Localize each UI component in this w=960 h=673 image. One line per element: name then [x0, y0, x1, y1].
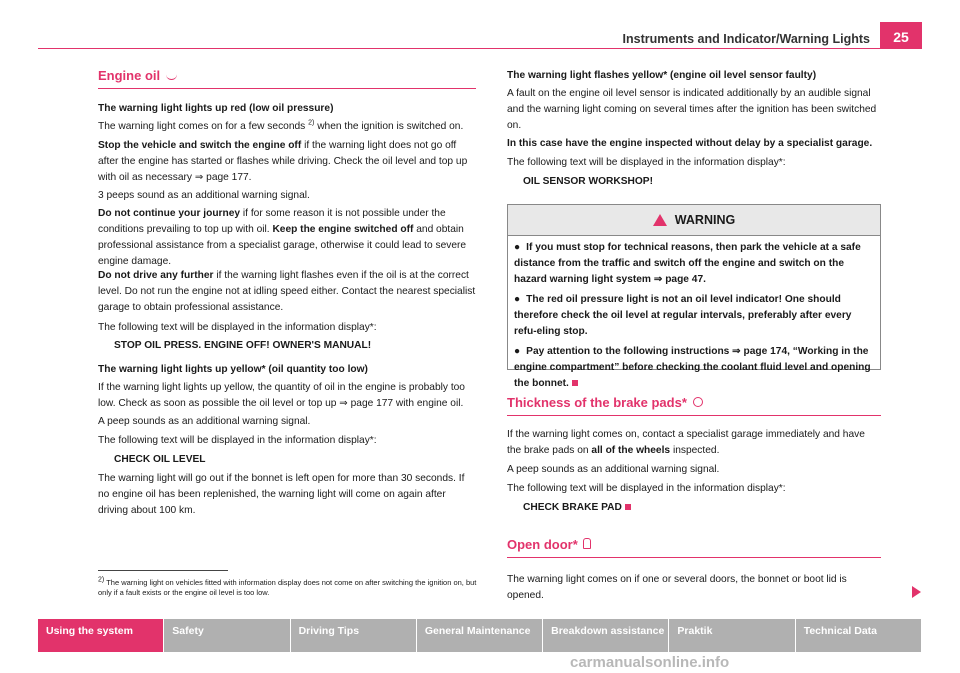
paragraph: If the warning light lights up yellow, the quantity of oil in the engine is probably too low. Check as soon as possible the oil level or top up ⇒ page 177 with engine oil.	[98, 382, 465, 409]
paragraph: The following text will be displayed in the information display*:	[507, 157, 786, 168]
nav-tab-driving-tips[interactable]: Driving Tips	[291, 619, 416, 652]
brake-pad-icon	[693, 397, 703, 407]
next-page-arrow-icon[interactable]	[912, 586, 921, 598]
oil-can-icon	[166, 71, 177, 80]
display-message: CHECK BRAKE PAD	[507, 500, 881, 516]
display-message: CHECK OIL LEVEL	[114, 454, 206, 465]
paragraph: The warning light will go out if the bonnet is left open for more than 30 seconds. If no engine oil has been replenished, the warning light will come on again after driving about 100 km.	[98, 473, 465, 516]
nav-tab-safety[interactable]: Safety	[164, 619, 289, 652]
header-title: Instruments and Indicator/Warning Lights	[622, 32, 870, 46]
header-rule	[38, 48, 922, 49]
footnote-ref: 2)	[308, 119, 315, 127]
paragraph: Do not drive any further if the warning light flashes even if the oil is at the correct level. Do not run the engine not at idling speed either. Contact the nearest specialist garage to obtain professional assistance.	[98, 270, 476, 313]
footnote: 2) The warning light on vehicles fitted with information display does not come on after switching the ignition on, but only if a fault exists or the engine oil level is too low.	[98, 576, 477, 597]
nav-tab-technical-data[interactable]: Technical Data	[796, 619, 921, 652]
warning-box	[507, 204, 881, 389]
paragraph: In this case have the engine inspected without delay by a specialist garage.	[507, 138, 873, 149]
section-title-brake-pads: Thickness of the brake pads*	[507, 395, 881, 416]
section-title-open-door: Open door*	[507, 537, 881, 558]
warning-triangle-icon	[653, 214, 667, 226]
section-title-engine-oil: Engine oil	[98, 68, 476, 89]
warning-header: WARNING	[508, 205, 880, 236]
warning-item: ● The red oil pressure light is not an oil level indicator! One should therefore check the oil level at regular intervals, preferably after every refu-eling stop.	[514, 294, 852, 337]
watermark: carmanualsonline.info	[570, 654, 730, 671]
nav-tab-breakdown-assistance[interactable]: Breakdown assistance	[543, 619, 668, 652]
page-number: 25	[880, 22, 922, 48]
display-message: OIL SENSOR WORKSHOP!	[523, 176, 653, 187]
warning-item: ● If you must stop for technical reasons, then park the vehicle at a safe distance from the traffic and switch off the engine and switch on the hazard warning light system ⇒ page 47.	[514, 242, 861, 285]
nav-tab-using-the-system[interactable]: Using the system	[38, 619, 163, 652]
paragraph: The warning light comes on if one or several doors, the bonnet or boot lid is opened.	[507, 574, 847, 601]
section-nav	[38, 619, 922, 652]
paragraph: Stop the vehicle and switch the engine off if the warning light does not go off after the engine has started or flashes while driving. Check the oil level and top up with oil as necessary ⇒ page 177.	[98, 140, 468, 183]
paragraph: 3 peeps sound as an additional warning signal.	[98, 190, 310, 201]
paragraph: A peep sounds as an additional warning signal.	[507, 464, 720, 475]
paragraph: Do not continue your journey if for some reason it is not possible under the conditions prevailing to top up with oil. Keep the engine switched off and obtain professional assistance from a specialist garage, otherwise it could lead to severe engine damage.	[98, 208, 467, 267]
door-icon	[583, 538, 591, 549]
nav-tab-general-maintenance[interactable]: General Maintenance	[417, 619, 542, 652]
paragraph: The following text will be displayed in the information display*:	[98, 322, 377, 333]
paragraph: The warning light comes on for a few seconds $^{2)}$ when the ignition is switched on.	[98, 119, 464, 132]
display-message: STOP OIL PRESS. ENGINE OFF! OWNER'S MANUAL!	[114, 340, 372, 351]
paragraph: A fault on the engine oil level sensor is indicated additionally by an audible signal and the warning light coming on several times after the ignition has been switched on.	[507, 88, 877, 131]
yellow-heading: The warning light lights up yellow* (oil quantity too low)	[98, 364, 368, 375]
paragraph: If the warning light comes on, contact a specialist garage immediately and have the brake pads on all of the wheels inspected.	[507, 429, 865, 456]
footnote-rule	[98, 570, 228, 571]
flash-heading: The warning light flashes yellow* (engine oil level sensor faulty)	[507, 70, 817, 81]
paragraph: The following text will be displayed in the information display*:	[507, 483, 786, 494]
paragraph: A peep sounds as an additional warning signal.	[98, 416, 311, 427]
warning-item: ● Pay attention to the following instructions ⇒ page 174, “Working in the engine compartment” before checking the coolant fluid level and opening the bonnet.	[514, 346, 871, 389]
nav-tab-praktik[interactable]: Praktik	[669, 619, 794, 652]
paragraph: The following text will be displayed in the information display*:	[98, 435, 377, 446]
red-heading: The warning light lights up red (low oil pressure)	[98, 103, 334, 114]
